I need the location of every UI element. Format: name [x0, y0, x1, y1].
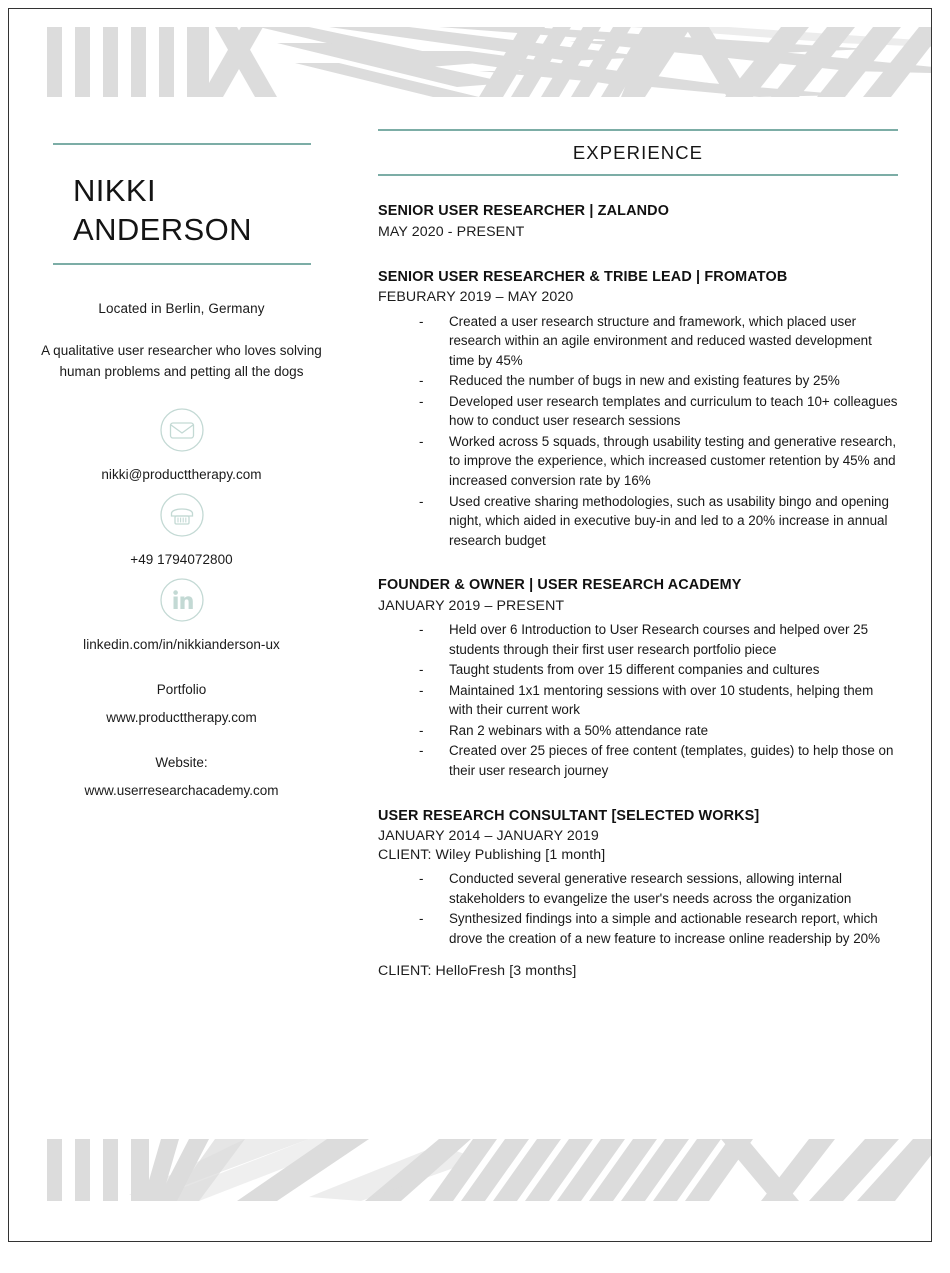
job-entry: [378, 576, 898, 780]
job-title: FOUNDER & OWNER | USER RESEARCH ACADEMY: [378, 577, 742, 594]
phone-value: +49 1794072800: [130, 551, 233, 567]
job-bullets: [378, 312, 898, 551]
contact-phone[interactable]: [29, 492, 334, 567]
contact-list: [29, 407, 334, 652]
experience-heading: EXPERIENCE: [572, 142, 704, 163]
bullet-item: - Synthesized findings into a simple and actionable research report, which drove the creation of a new feature to increase online readership by 20%: [416, 909, 898, 948]
top-banner-graphic: [9, 23, 931, 103]
job-dates: MAY 2020 - PRESENT: [378, 223, 525, 240]
bullet-item: - Held over 6 Introduction to User Research courses and helped over 25 students through their first user research portfolio piece: [416, 620, 898, 659]
sidebar-column: [9, 113, 354, 1133]
bottom-banner-graphic: [9, 1135, 931, 1215]
job-dates: FEBURARY 2019 – MAY 2020: [378, 289, 574, 306]
job-client: CLIENT: Wiley Publishing [1 month]: [378, 847, 606, 864]
phone-icon: [159, 492, 205, 538]
website-block: [29, 755, 334, 798]
portfolio-label: Portfolio: [156, 681, 207, 697]
bullet-item: - Conducted several generative research sessions, allowing internal stakeholders to evangelize the user's needs across the organization: [416, 869, 898, 908]
portfolio-block: [29, 682, 334, 725]
last-name: ANDERSON: [73, 212, 252, 248]
bullet-item: - Reduced the number of bugs in new and existing features by 25%: [416, 371, 898, 391]
email-value: nikki@producttherapy.com: [101, 466, 262, 482]
envelope-icon: [159, 407, 205, 453]
resume-body: [9, 113, 931, 1133]
name-rule-bottom: [53, 263, 311, 265]
contact-email[interactable]: [29, 407, 334, 482]
experience-rule-bottom: [378, 174, 898, 176]
resume-page: [8, 8, 932, 1242]
tagline-text: A qualitative user researcher who loves solving human problems and petting all the dogs: [41, 343, 322, 380]
website-label: Website:: [155, 754, 208, 770]
job-dates: JANUARY 2014 – JANUARY 2019: [378, 828, 599, 845]
bullet-item: - Taught students from over 15 different companies and cultures: [416, 660, 898, 680]
job-title: SENIOR USER RESEARCHER | ZALANDO: [378, 203, 670, 219]
bullet-item: - Ran 2 webinars with a 50% attendance rate: [416, 721, 898, 741]
job-dates: JANUARY 2019 – PRESENT: [378, 597, 565, 614]
job-title: USER RESEARCH CONSULTANT [SELECTED WORKS]: [378, 807, 760, 824]
job-client-secondary: CLIENT: HelloFresh [3 months]: [378, 962, 577, 979]
page-title: [73, 171, 334, 249]
bottom-decorative-banner: [9, 1135, 931, 1215]
job-bullets: [378, 869, 898, 948]
name-rule-top: [53, 143, 311, 145]
job-entry: [378, 268, 898, 551]
bullet-item: - Worked across 5 squads, through usability testing and generative research, to improve the experience, which increased customer retention by 45% and increased conversion rate by 16%: [416, 432, 898, 491]
website-url[interactable]: www.userresearchacademy.com: [84, 782, 279, 798]
bullet-item: - Created a user research structure and framework, which placed user research within an agile environment and reduced wasted development time by 45%: [416, 312, 898, 371]
linkedin-icon: [159, 577, 205, 623]
contact-linkedin[interactable]: [29, 577, 334, 652]
job-title: SENIOR USER RESEARCHER & TRIBE LEAD | FROMATOB: [378, 268, 788, 285]
linkedin-value: linkedin.com/in/nikkianderson-ux: [83, 636, 280, 652]
bullet-item: - Maintained 1x1 mentoring sessions with over 10 students, helping them with their current work: [416, 681, 898, 720]
portfolio-url[interactable]: www.producttherapy.com: [106, 709, 257, 725]
top-decorative-banner: [9, 23, 931, 103]
location-text: Located in Berlin, Germany: [98, 301, 265, 317]
experience-column: [354, 113, 931, 1133]
first-name: NIKKI: [73, 173, 156, 208]
bullet-item: - Created over 25 pieces of free content (templates, guides) to help those on their user research journey: [416, 741, 898, 780]
bullet-item: - Used creative sharing methodologies, such as usability bingo and opening night, which aided in executive buy-in and led to a 20% increase in annual research budget: [416, 492, 898, 551]
job-entry: [378, 202, 898, 242]
bullet-item: - Developed user research templates and curriculum to teach 10+ colleagues how to conduct user research sessions: [416, 392, 898, 431]
job-bullets: [378, 620, 898, 781]
job-entry: [378, 807, 898, 981]
